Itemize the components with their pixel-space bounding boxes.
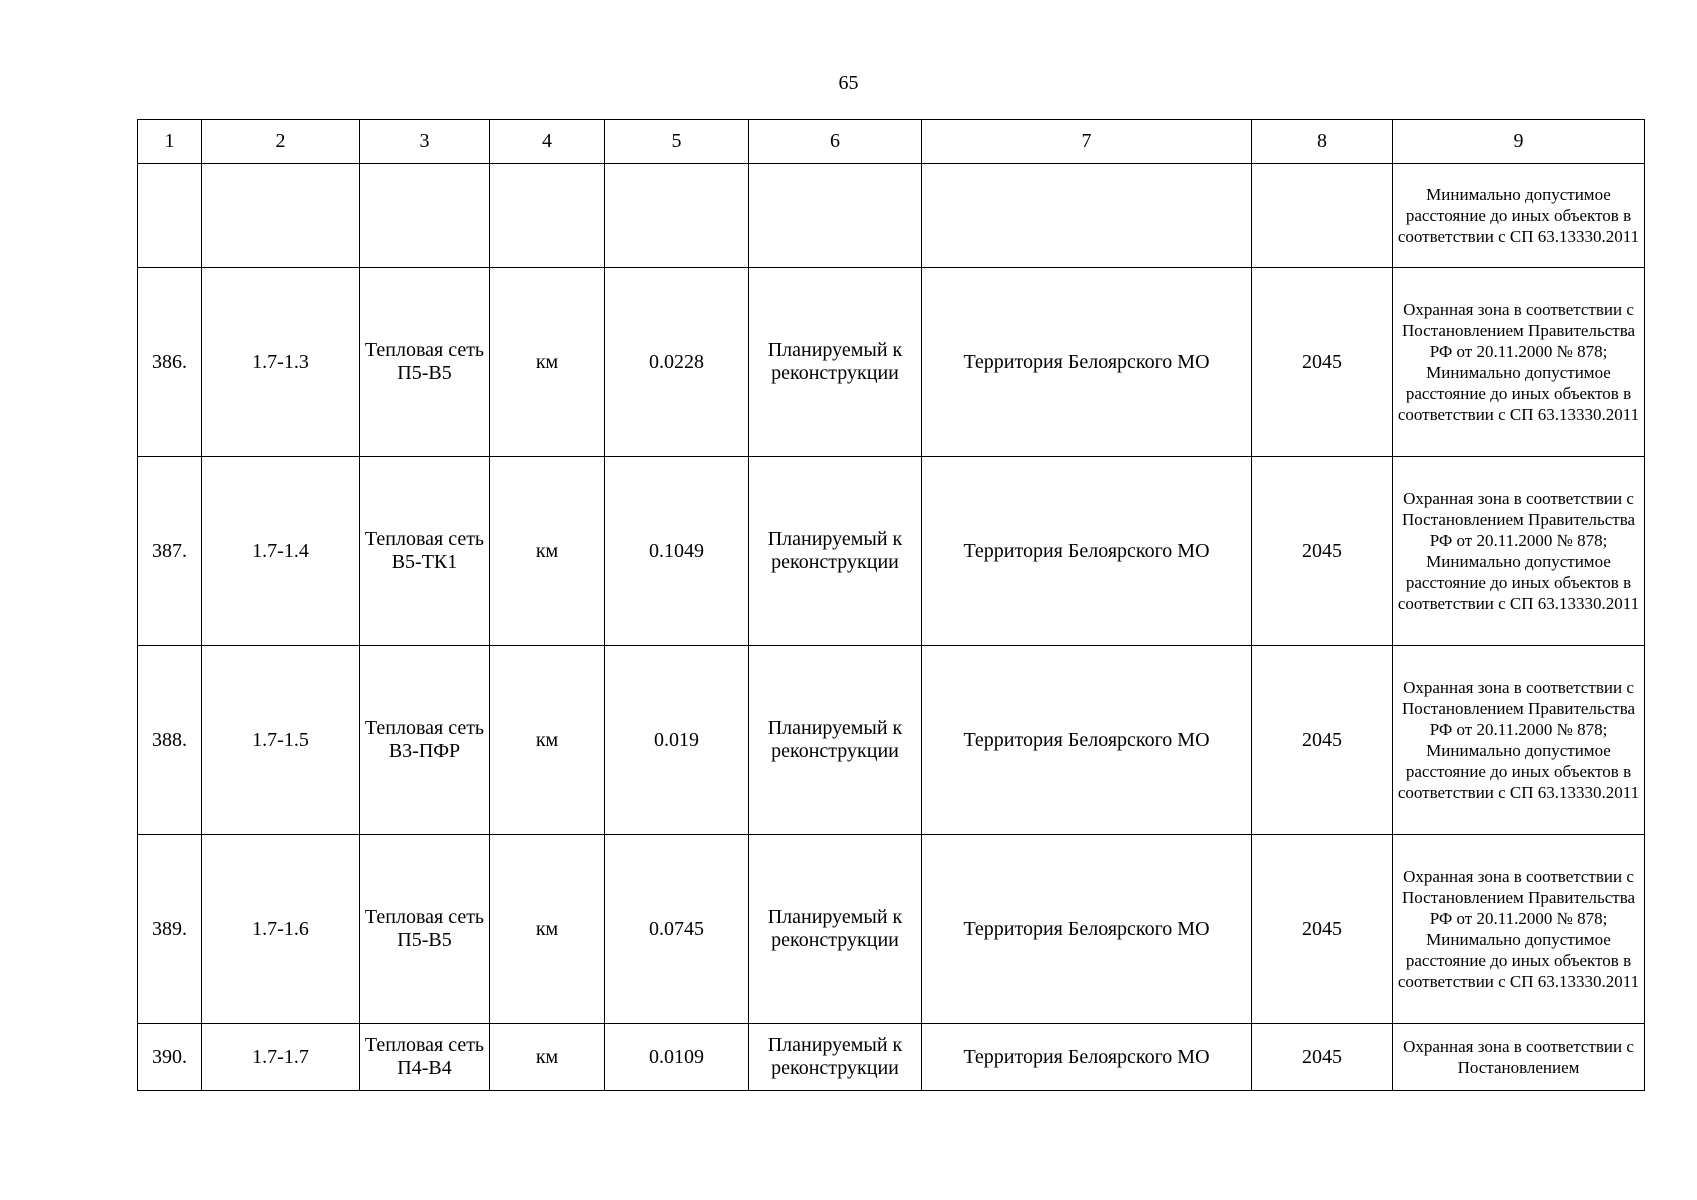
note-cell: Охранная зона в соответствии с Постановлением [1393, 1024, 1645, 1091]
unit-cell: км [490, 835, 605, 1024]
header-cell: 8 [1252, 120, 1393, 164]
note-cell: Охранная зона в соответствии с Постановлением Правительства РФ от 20.11.2000 № 878; Минимально допустимое расстояние до иных объектов в соответствии с СП 63.13330.2011 [1393, 268, 1645, 457]
row-number-cell: 386. [138, 268, 202, 457]
empty-cell [1252, 164, 1393, 268]
empty-cell [202, 164, 360, 268]
year-cell: 2045 [1252, 835, 1393, 1024]
status-cell: Планируемый к реконструкции [749, 457, 922, 646]
name-cell: Тепловая сеть П5-В5 [360, 835, 490, 1024]
value-cell: 0.1049 [605, 457, 749, 646]
name-cell: Тепловая сеть В5-ТК1 [360, 457, 490, 646]
register-table [137, 119, 1645, 1091]
location-cell: Территория Белоярского МО [922, 646, 1252, 835]
note-cell: Охранная зона в соответствии с Постановлением Правительства РФ от 20.11.2000 № 878; Минимально допустимое расстояние до иных объектов в соответствии с СП 63.13330.2011 [1393, 457, 1645, 646]
year-cell: 2045 [1252, 268, 1393, 457]
row-number-cell: 388. [138, 646, 202, 835]
unit-cell: км [490, 1024, 605, 1091]
table-row [138, 646, 1645, 835]
status-cell: Планируемый к реконструкции [749, 646, 922, 835]
header-cell: 5 [605, 120, 749, 164]
note-cell: Минимально допустимое расстояние до иных объектов в соответствии с СП 63.13330.2011 [1393, 164, 1645, 268]
name-cell: Тепловая сеть П5-В5 [360, 268, 490, 457]
code-cell: 1.7-1.7 [202, 1024, 360, 1091]
row-number-cell: 390. [138, 1024, 202, 1091]
location-cell: Территория Белоярского МО [922, 268, 1252, 457]
code-cell: 1.7-1.3 [202, 268, 360, 457]
empty-cell [360, 164, 490, 268]
value-cell: 0.0228 [605, 268, 749, 457]
header-cell: 6 [749, 120, 922, 164]
value-cell: 0.0109 [605, 1024, 749, 1091]
table-row [138, 164, 1645, 268]
year-cell: 2045 [1252, 1024, 1393, 1091]
value-cell: 0.0745 [605, 835, 749, 1024]
header-cell: 9 [1393, 120, 1645, 164]
year-cell: 2045 [1252, 646, 1393, 835]
row-number-cell: 389. [138, 835, 202, 1024]
code-cell: 1.7-1.4 [202, 457, 360, 646]
status-cell: Планируемый к реконструкции [749, 835, 922, 1024]
empty-cell [138, 164, 202, 268]
header-cell: 3 [360, 120, 490, 164]
empty-cell [922, 164, 1252, 268]
unit-cell: км [490, 457, 605, 646]
table-row [138, 835, 1645, 1024]
empty-cell [749, 164, 922, 268]
unit-cell: км [490, 268, 605, 457]
header-row [138, 120, 1645, 164]
location-cell: Территория Белоярского МО [922, 835, 1252, 1024]
note-cell: Охранная зона в соответствии с Постановлением Правительства РФ от 20.11.2000 № 878; Минимально допустимое расстояние до иных объектов в соответствии с СП 63.13330.2011 [1393, 646, 1645, 835]
table-row [138, 1024, 1645, 1091]
note-cell: Охранная зона в соответствии с Постановлением Правительства РФ от 20.11.2000 № 878; Минимально допустимое расстояние до иных объектов в соответствии с СП 63.13330.2011 [1393, 835, 1645, 1024]
table-row [138, 268, 1645, 457]
header-cell: 7 [922, 120, 1252, 164]
location-cell: Территория Белоярского МО [922, 457, 1252, 646]
year-cell: 2045 [1252, 457, 1393, 646]
status-cell: Планируемый к реконструкции [749, 268, 922, 457]
location-cell: Территория Белоярского МО [922, 1024, 1252, 1091]
status-cell: Планируемый к реконструкции [749, 1024, 922, 1091]
header-cell: 2 [202, 120, 360, 164]
unit-cell: км [490, 646, 605, 835]
header-cell: 1 [138, 120, 202, 164]
page-number: 65 [838, 72, 859, 94]
name-cell: Тепловая сеть П4-В4 [360, 1024, 490, 1091]
table-row [138, 457, 1645, 646]
code-cell: 1.7-1.6 [202, 835, 360, 1024]
value-cell: 0.019 [605, 646, 749, 835]
code-cell: 1.7-1.5 [202, 646, 360, 835]
empty-cell [605, 164, 749, 268]
empty-cell [490, 164, 605, 268]
name-cell: Тепловая сеть В3-ПФР [360, 646, 490, 835]
header-cell: 4 [490, 120, 605, 164]
row-number-cell: 387. [138, 457, 202, 646]
